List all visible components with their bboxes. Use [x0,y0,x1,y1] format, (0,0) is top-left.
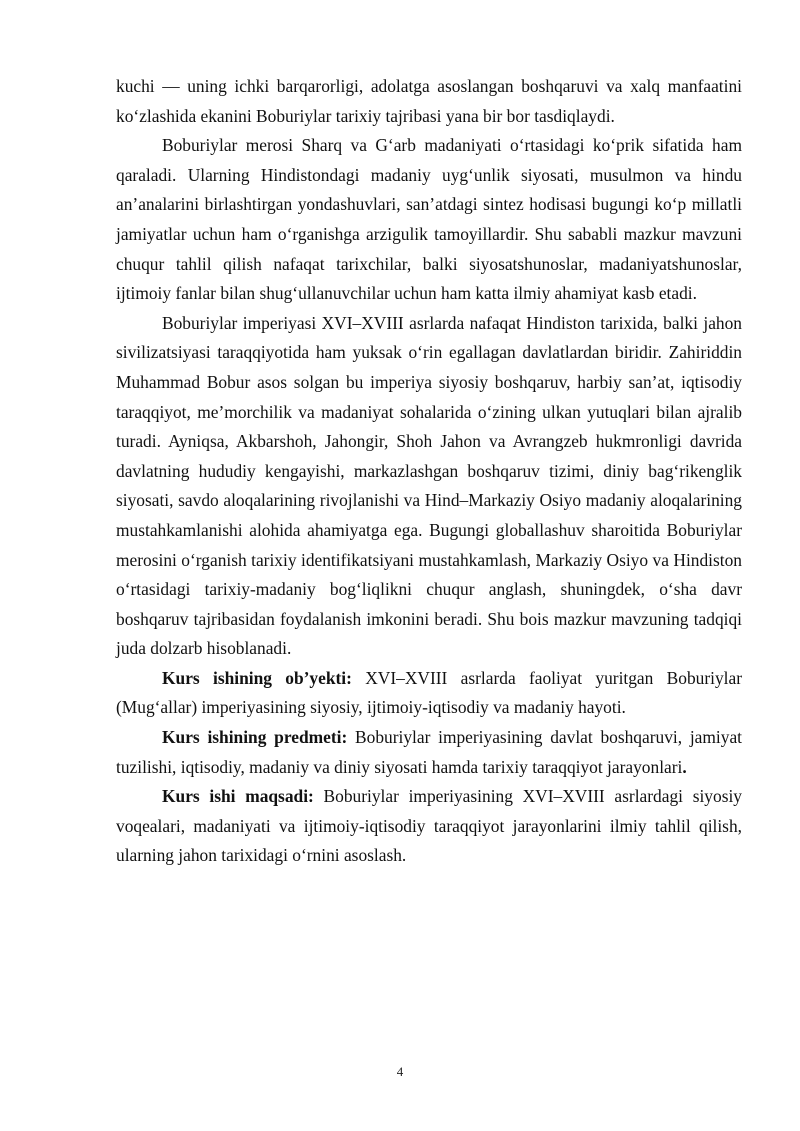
paragraph-heritage: Boburiylar merosi Sharq va Gʻarb madaniyati oʻrtasidagi koʻprik sifatida ham qaraladi. Ularning Hindistondagi madaniy uygʻunlik siyosati, musulmon va hindu an’analarini birlashtirgan yondashuvlari, san’atdagi sintez hodisasi bugungi koʻp millatli jamiyatlar uchun ham oʻrganishga arzigulik tamoyillardir. Shu sababli mazkur mavzuni chuqur tahlil qilish nafaqat tarixchilar, balki siyosatshunoslar, madaniyatshunoslar, ijtimoiy fanlar bilan shugʻullanuvchilar uchun ham katta ilmiy ahamiyat kasb etadi. [116,135,742,304]
course-subject-label: Kurs ishining predmeti: [162,727,348,748]
paragraph-continuation: kuchi — uning ichki barqarorligi, adolatga asoslangan boshqaruvi va xalq manfaatini koʻzlashida ekanini Boburiylar tarixiy tajribasi yana bir bor tasdiqlaydi. [116,76,742,126]
course-goal-paragraph [116,782,742,871]
course-object-text: XVI–XVIII asrlarda faoliyat yuritgan Boburiylar (Mugʻallar) imperiyasining siyosiy, ijtimoiy-iqtisodiy va madaniy hayoti. [116,667,742,718]
course-goal-text: Boburiylar imperiyasining XVI–XVIII asrlardagi siyosiy voqealari, madaniyati va ijtimoiy-iqtisodiy taraqqiyot jarayonlarini ilmiy tahlil qilish, ularning jahon tarixidagi oʻrnini asoslash. [116,786,742,866]
paragraph-empire-overview: Boburiylar imperiyasi XVI–XVIII asrlarda nafaqat Hindiston tarixida, balki jahon sivilizatsiyasi taraqqiyotida ham yuksak oʻrin egallagan davlatlardan biridir. Zahiriddin Muhammad Bobur asos solgan bu imperiya siyosiy boshqaruv, harbiy san’at, iqtisodiy taraqqiyot, me’morchilik va madaniyat sohalarida oʻzining ulkan yutuqlari bilan ajralib turadi. Ayniqsa, Akbarshoh, Jahongir, Shoh Jahon va Avrangzeb hukmronligi davrida davlatning hududiy kengayishi, markazlashgan boshqaruv tizimi, diniy bagʻrikenglik siyosati, savdo aloqalarining rivojlanishi va Hind–Markaziy Osiyo madaniy aloqalarining mustahkamlanishi alohida ahamiyatga ega. Bugungi globallashuv sharoitida Boburiylar merosini oʻrganish tarixiy identifikatsiyani mustahkamlash, Markaziy Osiyo va Hindiston oʻrtasidagi tarixiy-madaniy bogʻliqlikni chuqur anglash, shuningdek, oʻsha davr boshqaruv tajribasidan foydalanish imkonini beradi. Shu bois mazkur mavzuning tadqiqi juda dolzarb hisoblanadi. [116,312,742,659]
document-page [116,72,742,871]
page-number: 4 [396,1064,404,1079]
course-subject-period: . [682,756,687,777]
course-subject-paragraph [116,723,742,782]
course-object-paragraph [116,664,742,723]
course-object-label: Kurs ishining ob’yekti: [162,667,352,688]
course-subject-text: Boburiylar imperiyasining davlat boshqaruvi, jamiyat tuzilishi, iqtisodiy, madaniy va diniy siyosati hamda tarixiy taraqqiyot jarayonlari [116,727,742,777]
course-goal-label: Kurs ishi maqsadi: [162,786,314,807]
